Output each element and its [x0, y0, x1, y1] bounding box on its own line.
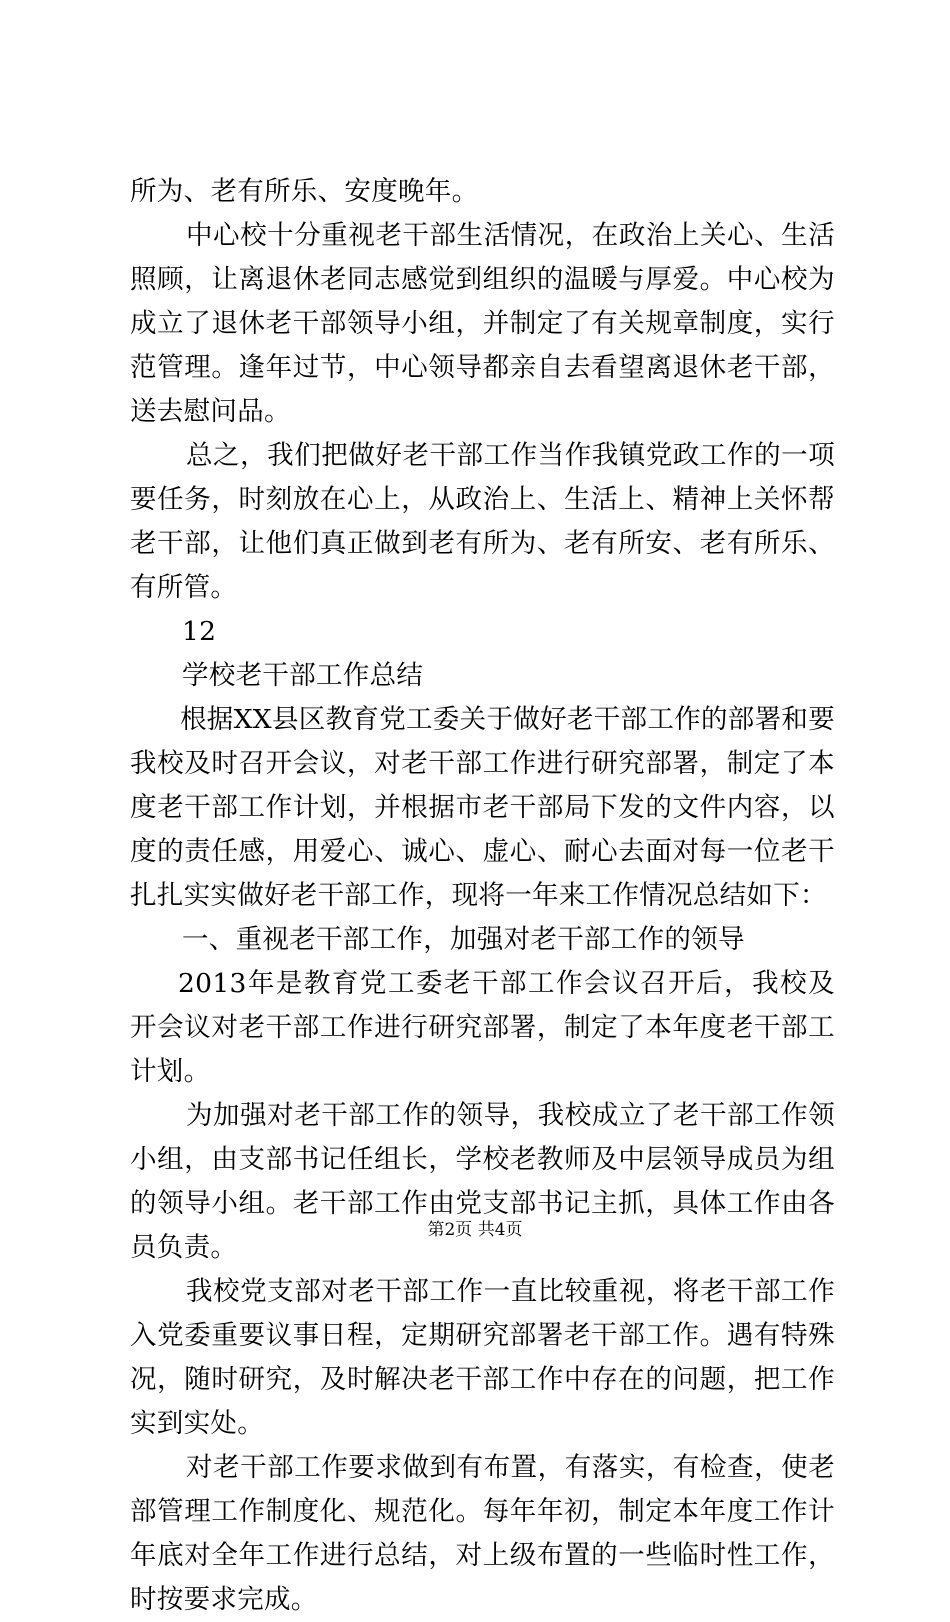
- text-line: 为加强对老干部工作的领导，我校成立了老干部工作领: [186, 1100, 835, 1131]
- text-line: 2013年是教育党工委老干部工作会议召开后，我校及: [178, 968, 835, 999]
- text-line: 度的责任感，用爱心、诚心、虚心、耐心去面对每一位老干: [130, 836, 835, 867]
- document-body: [130, 170, 835, 1622]
- text-line: 有所管。: [130, 572, 238, 603]
- text-line: 一、重视老干部工作，加强对老干部工作的领导: [182, 924, 745, 955]
- text-line: 根据XX县区教育党工委关于做好老干部工作的部署和要: [180, 704, 835, 735]
- text-line: 计划。: [130, 1056, 211, 1087]
- text-line: 时按要求完成。: [130, 1584, 318, 1615]
- text-line: 员负责。: [130, 1232, 238, 1263]
- text-line: 照顾，让离退休老同志感觉到组织的温暖与厚爱。中心校为: [130, 264, 835, 295]
- text-line: 中心校十分重视老干部生活情况，在政治上关心、生活: [186, 220, 835, 251]
- text-line: 度老干部工作计划，并根据市老干部局下发的文件内容，以: [130, 792, 835, 823]
- page-number-label: 第2页 共4页: [427, 1220, 523, 1240]
- text-line: 实到实处。: [130, 1408, 264, 1439]
- text-line: 12: [182, 616, 217, 647]
- text-line: 老干部，让他们真正做到老有所为、老有所安、老有所乐、: [130, 528, 835, 559]
- text-line: 开会议对老干部工作进行研究部署，制定了本年度老干部工: [130, 1012, 835, 1043]
- text-line: 要任务，时刻放在心上，从政治上、生活上、精神上关怀帮: [130, 484, 835, 515]
- text-line: 学校老干部工作总结: [182, 660, 424, 691]
- text-line: 部管理工作制度化、规范化。每年年初，制定本年度工作计: [130, 1496, 835, 1527]
- text-line: 扎扎实实做好老干部工作，现将一年来工作情况总结如下：: [130, 880, 827, 911]
- text-line: 年底对全年工作进行总结，对上级布置的一些临时性工作，: [130, 1540, 835, 1571]
- text-line: 我校及时召开会议，对老干部工作进行研究部署，制定了本: [130, 748, 835, 779]
- text-line: 的领导小组。老干部工作由党支部书记主抓，具体工作由各: [130, 1188, 835, 1219]
- text-line: 况，随时研究，及时解决老干部工作中存在的问题，把工作: [130, 1364, 835, 1395]
- text-line: 我校党支部对老干部工作一直比较重视，将老干部工作: [186, 1276, 835, 1307]
- text-line: 成立了退休老干部领导小组，并制定了有关规章制度，实行: [130, 308, 835, 339]
- text-line: 总之，我们把做好老干部工作当作我镇党政工作的一项: [186, 440, 835, 471]
- text-line: 入党委重要议事日程，定期研究部署老干部工作。遇有特殊: [130, 1320, 835, 1351]
- text-line: 所为、老有所乐、安度晚年。: [130, 176, 479, 207]
- text-line: 对老干部工作要求做到有布置，有落实，有检查，使老: [186, 1452, 835, 1483]
- page-footer: [0, 1218, 950, 1242]
- text-line: 范管理。逢年过节，中心领导都亲自去看望离退休老干部，: [130, 352, 835, 383]
- text-line: 送去慰问品。: [130, 396, 291, 427]
- text-line: 小组，由支部书记任组长，学校老教师及中层领导成员为组: [130, 1144, 835, 1175]
